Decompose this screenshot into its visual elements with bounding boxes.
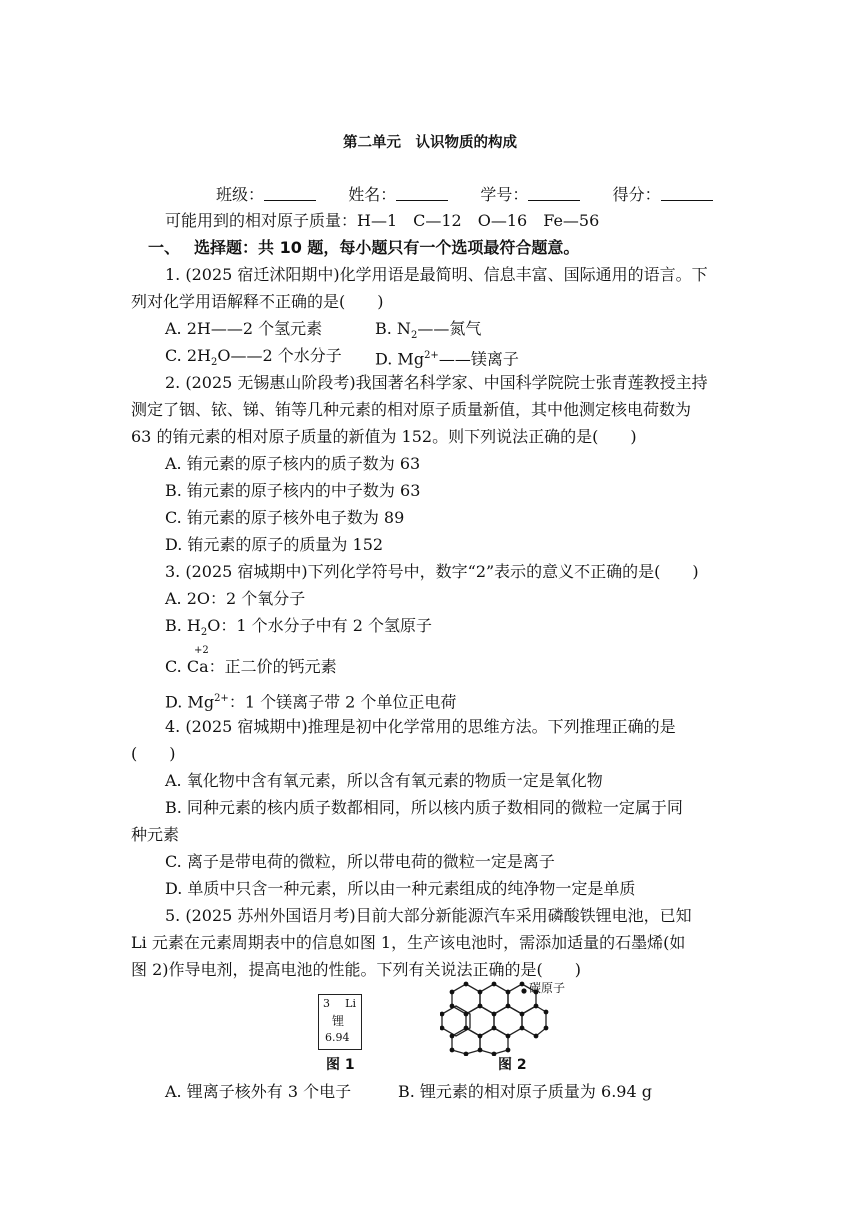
q2-stem-line-2: 测定了铟、铱、锑、铕等几种元素的相对原子质量新值，其中他测定核电荷数为 xyxy=(131,400,692,419)
q1-stem-line-1: 1. (2025 宿迁沭阳期中)化学用语是最简明、信息丰富、国际通用的语言。下 xyxy=(165,265,708,284)
score-field[interactable] xyxy=(661,186,713,201)
q4-option-d[interactable]: D. 单质中只含一种元素，所以由一种元素组成的纯净物一定是单质 xyxy=(165,879,636,898)
q3-option-a[interactable]: A. 2O：2 个氧分子 xyxy=(165,589,306,608)
q5-stem-line-3: 图 2)作导电剂，提高电池的性能。下列有关说法正确的是( ) xyxy=(131,960,581,979)
q4-option-c[interactable]: C. 离子是带电荷的微粒，所以带电荷的微粒一定是离子 xyxy=(165,852,555,871)
q5-option-b[interactable]: B. 锂元素的相对原子质量为 6.94 g xyxy=(398,1082,652,1101)
q3-option-d[interactable]: D. $Mg^{2+}$：1 个镁离子带 2 个单位正电荷 xyxy=(165,692,457,712)
q4-option-a[interactable]: A. 氧化物中含有氧元素，所以含有氧元素的物质一定是氧化物 xyxy=(165,771,603,790)
q3-option-c[interactable]: C. Ca：正二价的钙元素 xyxy=(165,657,337,676)
q1-option-a[interactable]: A. 2H——2 个氢元素 xyxy=(165,319,323,338)
q5-stem-line-2: Li 元素在元素周期表中的信息如图 1，生产该电池时，需添加适量的石墨烯(如 xyxy=(131,933,686,952)
q5-stem-line-1: 5. (2025 苏州外国语月考)目前大部分新能源汽车采用磷酸铁锂电池，已知 xyxy=(165,906,692,925)
atomic-masses: 可能用到的相对原子质量：H—1 C—12 O—16 Fe—56 xyxy=(165,211,600,230)
q3-valence-mark: +2 xyxy=(194,645,209,656)
q2-option-a[interactable]: A. 铕元素的原子核内的质子数为 63 xyxy=(165,454,421,473)
score-label: 得分： xyxy=(612,185,661,204)
q4-stem-line-2: ( ) xyxy=(131,744,176,763)
q3-stem-line-1: 3. (2025 宿城期中)下列化学符号中，数字“2”表示的意义不正确的是( ) xyxy=(165,562,699,581)
q1-stem-line-2: 列对化学用语解释不正确的是( ) xyxy=(131,292,384,311)
q1-option-c[interactable]: C. $2H_2O——2$ 个水分子 xyxy=(165,346,342,369)
atomic-mass: 6.94 xyxy=(325,1031,350,1044)
q4-option-b[interactable]: B. 同种元素的核内质子数都相同，所以核内质子数相同的微粒一定属于同 xyxy=(165,798,683,817)
q1-option-d[interactable]: D. $Mg^{2+}——$镁离子 xyxy=(375,349,519,369)
q3-option-b[interactable]: B. $H_2O$：1 个水分子中有 2 个氢原子 xyxy=(165,616,433,639)
q2-option-b[interactable]: B. 铕元素的原子核内的中子数为 63 xyxy=(165,481,421,500)
atomic-number: 3 xyxy=(323,997,330,1010)
q5-option-a[interactable]: A. 锂离子核外有 3 个电子 xyxy=(165,1082,352,1101)
name-field[interactable] xyxy=(396,186,448,201)
element-name: 锂 xyxy=(332,1014,345,1028)
lithium-element-cell xyxy=(318,994,362,1050)
q4-option-b-cont: 种元素 xyxy=(131,825,180,844)
q2-option-c[interactable]: C. 铕元素的原子核外电子数为 89 xyxy=(165,508,405,527)
carbon-atom-legend-icon xyxy=(519,986,529,996)
q2-option-d[interactable]: D. 铕元素的原子的质量为 152 xyxy=(165,535,384,554)
page-title: 第二单元 认识物质的构成 xyxy=(343,135,517,151)
q1-option-b[interactable]: B. $N_2——$氮气 xyxy=(375,319,482,342)
carbon-atom-legend: 碳原子 xyxy=(529,981,566,995)
figure-1-caption: 图 1 xyxy=(326,1057,355,1073)
id-label: 学号： xyxy=(480,185,529,204)
q4-stem-line-1: 4. (2025 宿城期中)推理是初中化学常用的思维方法。下列推理正确的是 xyxy=(165,717,676,736)
q2-stem-line-1: 2. (2025 无锡惠山阶段考)我国著名科学家、中国科学院院士张青莲教授主持 xyxy=(165,373,708,392)
name-label: 姓名： xyxy=(348,185,397,204)
student-info-row xyxy=(216,184,713,206)
element-symbol: Li xyxy=(345,997,356,1010)
class-field[interactable] xyxy=(264,186,316,201)
id-field[interactable] xyxy=(528,186,580,201)
figure-2-caption: 图 2 xyxy=(498,1057,527,1073)
class-label: 班级： xyxy=(216,185,265,204)
section-heading: 一、 选择题：共 10 题，每小题只有一个选项最符合题意。 xyxy=(148,238,580,257)
q2-stem-line-3: 63 的铕元素的相对原子质量的新值为 152。则下列说法正确的是( ) xyxy=(131,427,637,446)
